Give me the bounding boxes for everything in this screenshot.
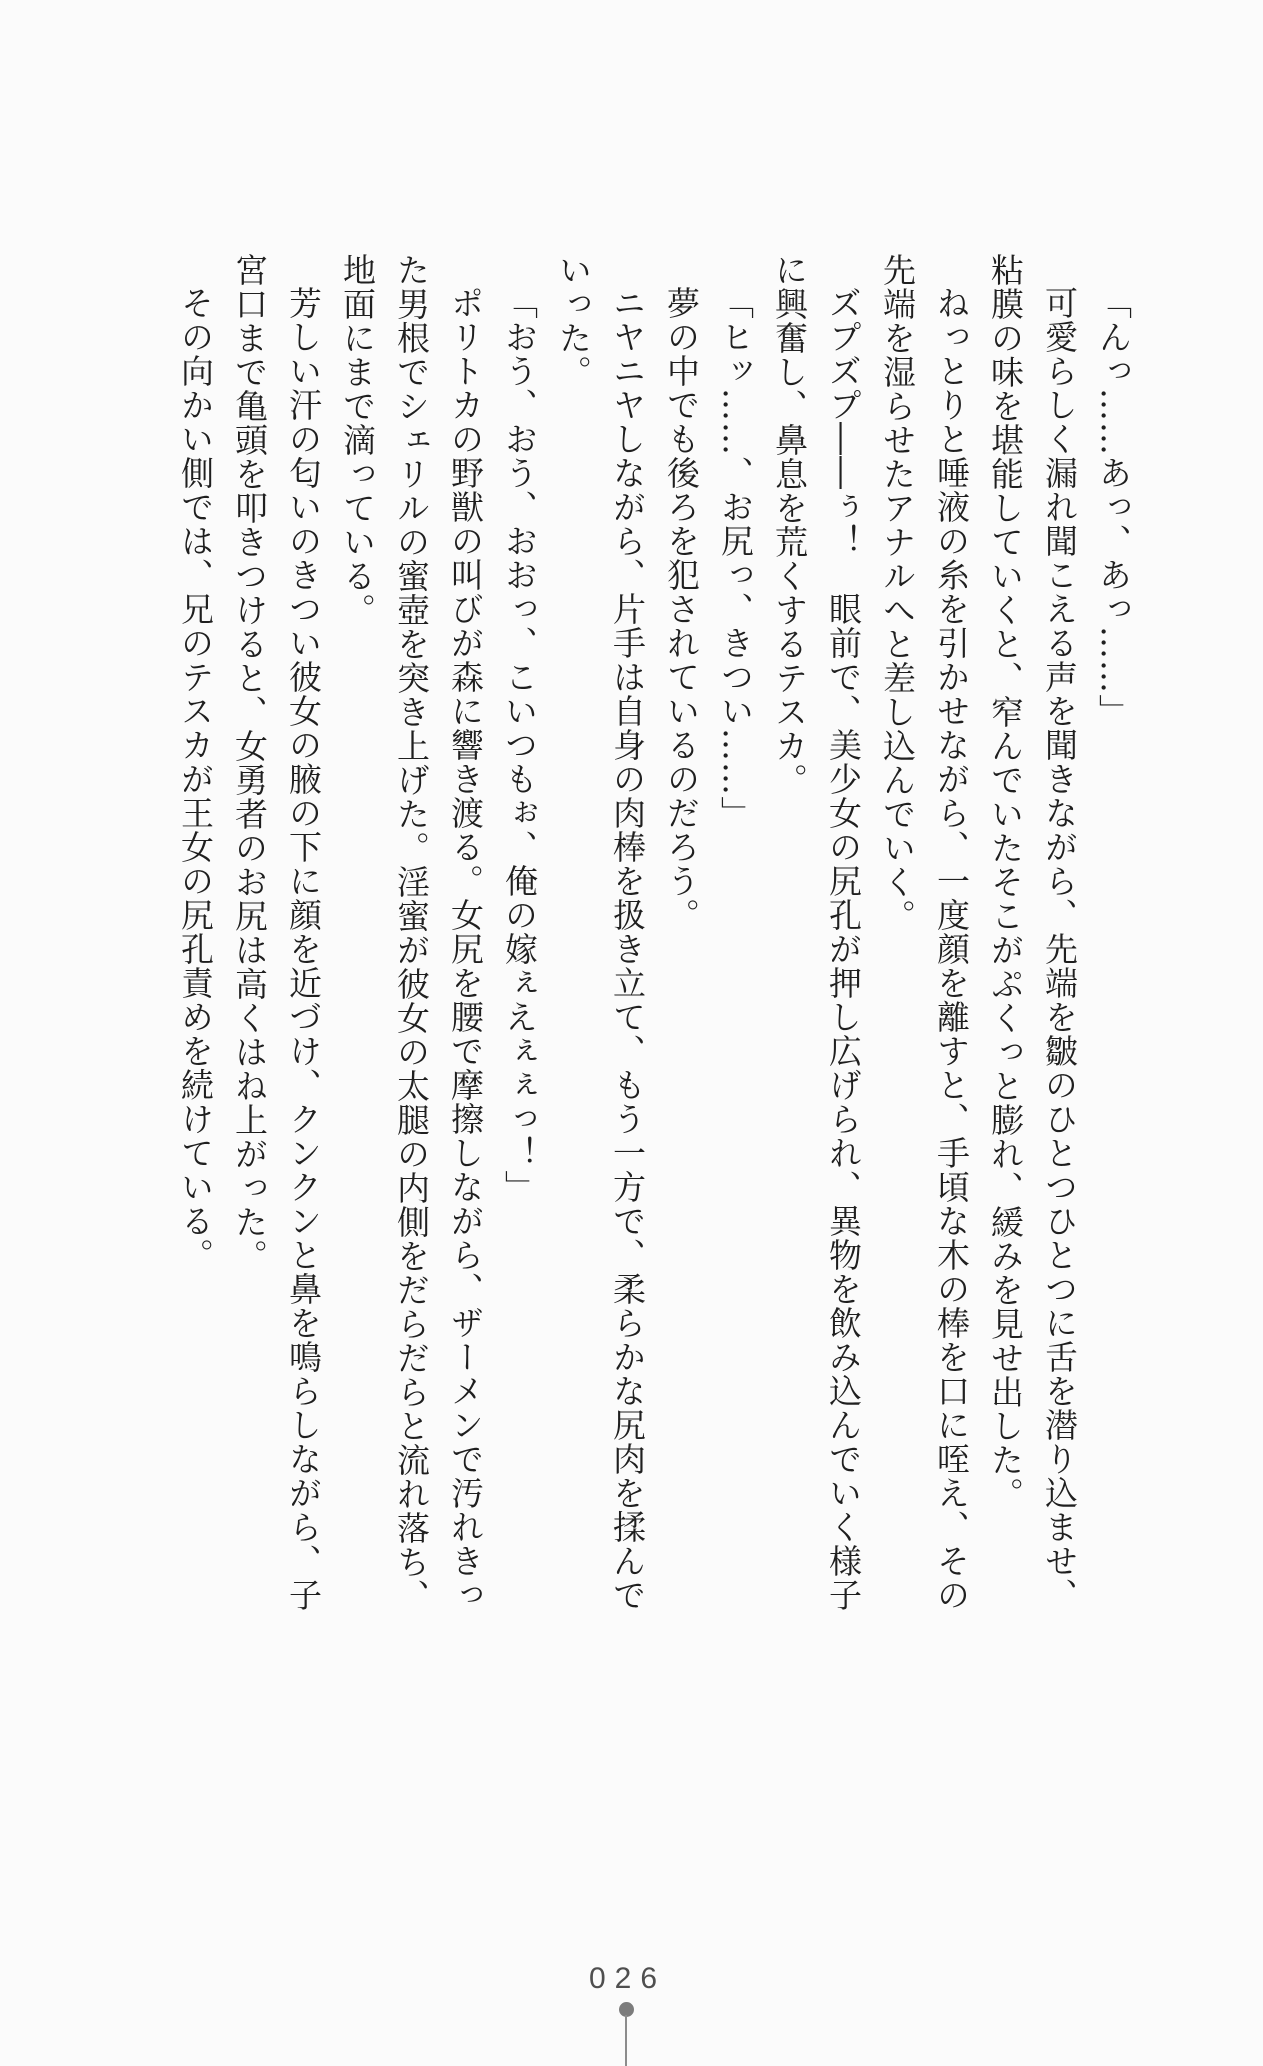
paragraph: 「んっ……あっ、あっ……」: [1094, 286, 1133, 728]
paragraph: 芳しい汗の匂いのきつい彼女の腋の下に顔を近づけ、クンクンと鼻を鳴らしながら、子宮口まで亀頭を叩きつけると、女勇者のお尻は高くはね上がった。: [230, 253, 323, 1612]
paragraph: ねっとりと唾液の糸を引かせながら、一度顔を離すと、手頃な木の棒を口に咥え、その先端を湿らせたアナルへと差し込んでいく。: [878, 253, 971, 1612]
footer-line-ornament: [625, 2015, 627, 2066]
paragraph: 夢の中でも後ろを犯されているのだろう。: [662, 286, 701, 932]
paragraph: 「おう、おう、おおっ、こいつもぉ、俺の嫁ぇえぇぇっ！」: [500, 286, 539, 1204]
paragraph: 可愛らしく漏れ聞こえる声を聞きながら、先端を皺のひとつひとつに舌を潜り込ませ、粘膜の味を堪能していくと、窄んでいたそこがぷくっと膨れ、緩みを見せ出した。: [986, 253, 1079, 1612]
page-footer: [0, 1962, 1263, 2066]
paragraph: ポリトカの野獣の叫びが森に響き渡る。女尻を腰で摩擦しながら、ザーメンで汚れきった男根でシェリルの蜜壺を突き上げた。淫蜜が彼女の太腿の内側をだらだらと流れ落ち、地面にまで滴っている。: [338, 253, 485, 1613]
text-block: [168, 253, 1140, 1615]
page-number: 026: [588, 1962, 667, 1995]
paragraph: ズプズプ――ぅ！ 眼前で、美少女の尻孔が押し広げられ、異物を飲み込んでいく様子に興奮し、鼻息を荒くするテスカ。: [770, 253, 863, 1612]
paragraph: ニヤニヤしながら、片手は自身の肉棒を扱き立て、もう一方で、柔らかな尻肉を揉んでいった。: [554, 253, 647, 1612]
paragraph: その向かい側では、兄のテスカが王女の尻孔責めを続けている。: [176, 286, 215, 1272]
paragraph: 「ヒッ……、お尻っ、きつい……」: [716, 286, 755, 830]
